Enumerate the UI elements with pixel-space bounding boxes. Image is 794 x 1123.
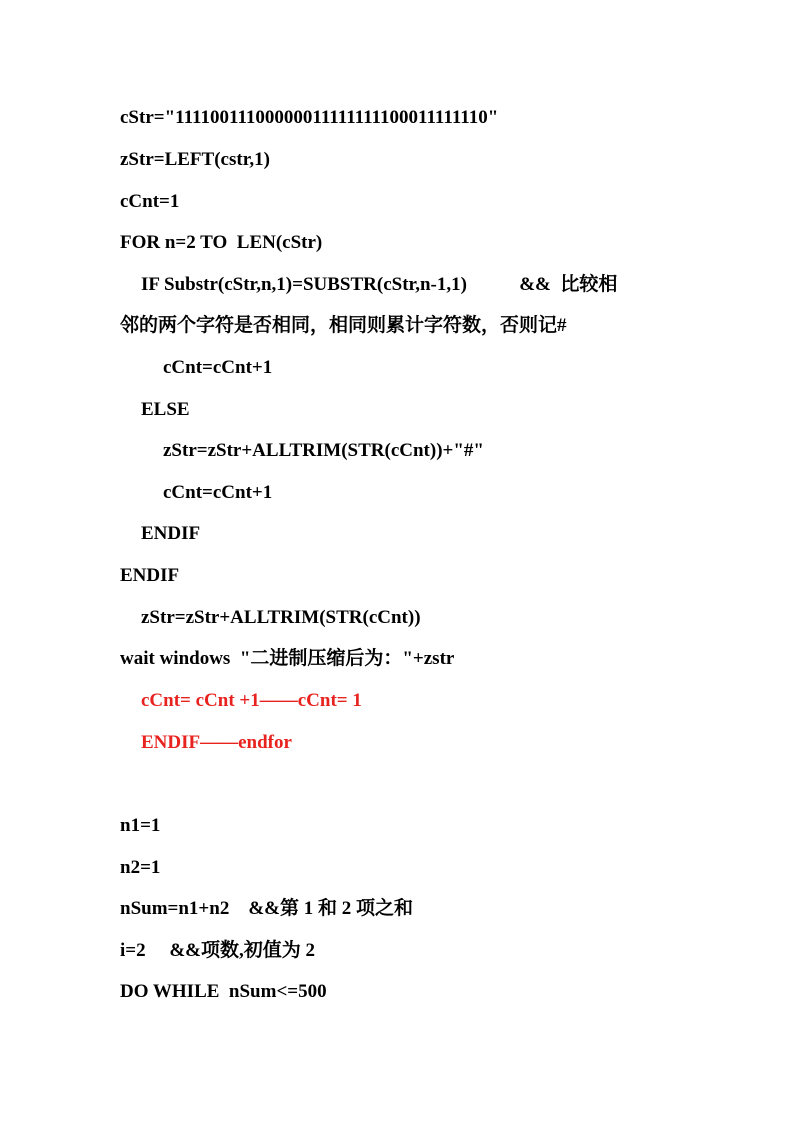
- code-line-zstr-left: zStr=LEFT(cstr,1): [120, 149, 270, 170]
- code-line-ccnt-increment: cCnt=cCnt+1: [163, 357, 273, 378]
- code-line-i-init: i=2 &&项数,初值为 2: [120, 940, 316, 961]
- code-line-wait-windows: wait windows "二进制压缩后为："+zstr: [120, 648, 455, 669]
- code-line-if-substr: IF Substr(cStr,n,1)=SUBSTR(cStr,n-1,1) && 比较相: [141, 274, 618, 295]
- code-line-ccnt-increment-2: cCnt=cCnt+1: [163, 482, 273, 503]
- code-line-n2-init: n2=1: [120, 857, 161, 878]
- code-line-n1-init: n1=1: [120, 815, 161, 836]
- code-line-zstr-append-hash: zStr=zStr+ALLTRIM(STR(cCnt))+"#": [163, 440, 484, 461]
- code-line-nsum-init: nSum=n1+n2 &&第 1 和 2 项之和: [120, 898, 413, 919]
- code-line-comment-continuation: 邻的两个字符是否相同，相同则累计字符数，否则记#: [120, 315, 567, 336]
- code-line-ccnt-init: cCnt=1: [120, 191, 180, 212]
- correction-line-endfor: ENDIF——endfor: [141, 732, 292, 753]
- code-line-for-loop: FOR n=2 TO LEN(cStr): [120, 232, 323, 253]
- code-line-endif-inner: ENDIF: [141, 523, 201, 544]
- code-line-endif-outer: ENDIF: [120, 565, 180, 586]
- code-line-else: ELSE: [141, 399, 190, 420]
- correction-line-ccnt: cCnt= cCnt +1——cCnt= 1: [141, 690, 362, 711]
- code-line-do-while: DO WHILE nSum<=500: [120, 981, 327, 1002]
- code-line-zstr-append-final: zStr=zStr+ALLTRIM(STR(cCnt)): [141, 607, 421, 628]
- code-line-cstr-assign: cStr="11110011100000011111111100011111110": [120, 107, 499, 128]
